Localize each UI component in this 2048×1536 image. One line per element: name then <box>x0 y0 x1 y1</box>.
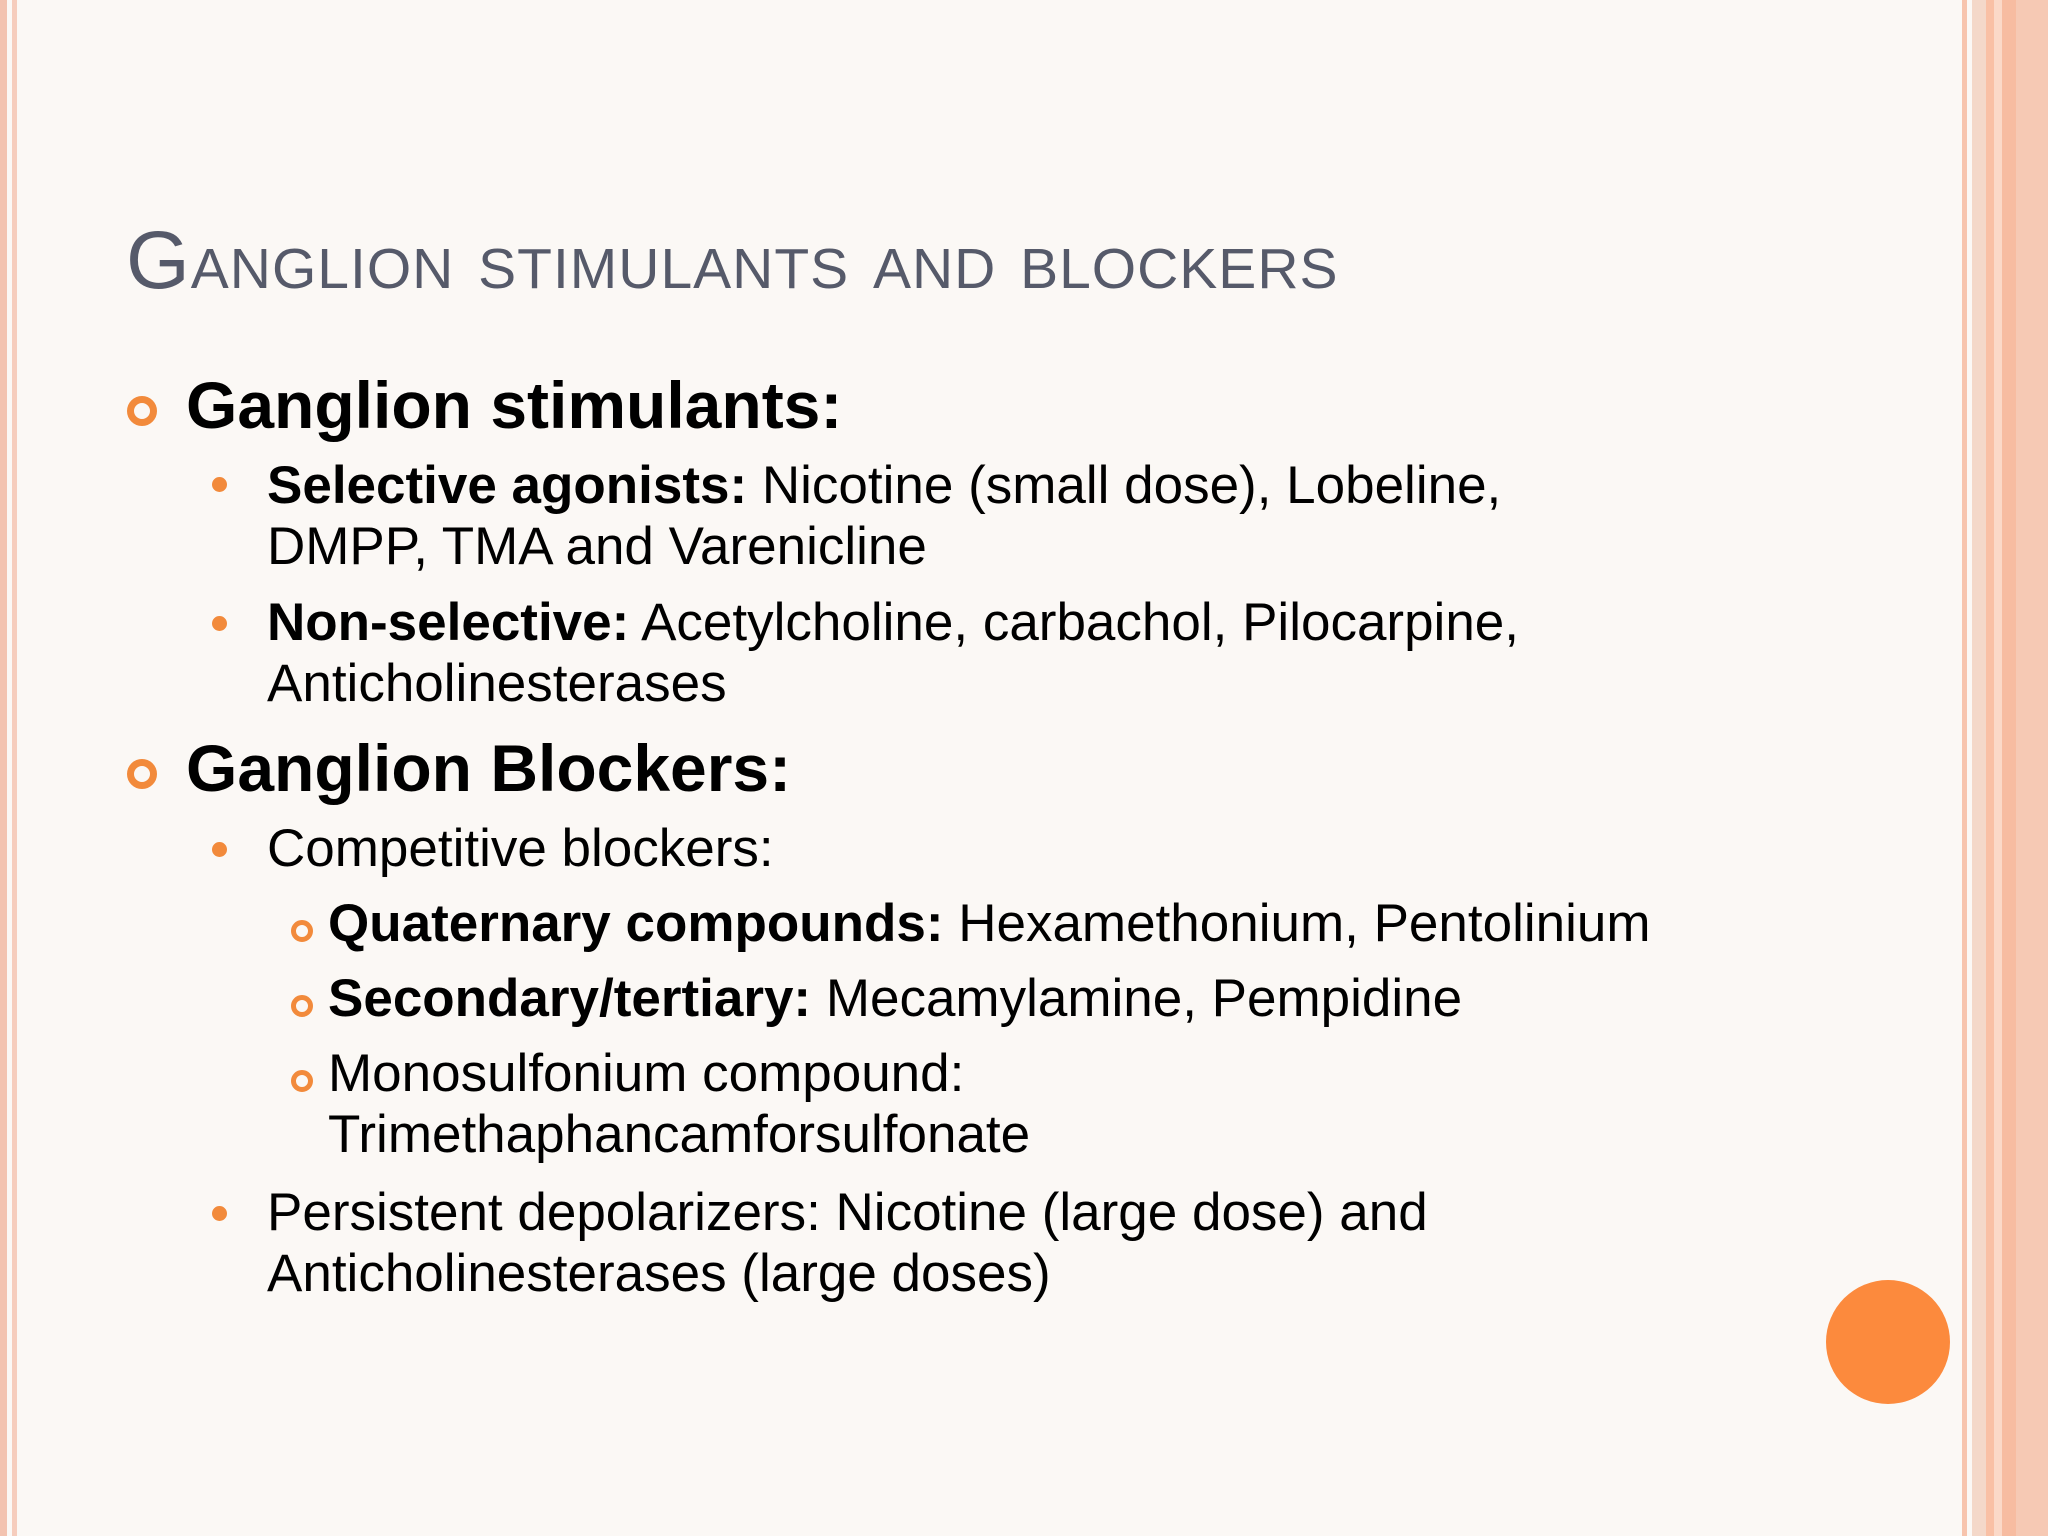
item-text: Mecamylamine, Pempidine <box>811 969 1463 1028</box>
list-item-competitive-blockers: Competitive blockers: <box>267 819 774 878</box>
dot-bullet-icon <box>212 477 227 492</box>
left-border-stripe-inner <box>12 0 17 1536</box>
list-item-quaternary <box>328 893 1651 954</box>
right-border-stripe <box>1972 0 1986 1536</box>
dot-bullet-icon <box>212 616 227 631</box>
right-border-stripe <box>1962 0 1967 1536</box>
stimulants-heading: Ganglion stimulants: <box>186 368 843 442</box>
dot-bullet-icon <box>212 842 227 857</box>
list-item-selective-agonists <box>267 455 1501 516</box>
list-item-persistent-depolarizers: Persistent depolarizers: Nicotine (large dose) and <box>267 1183 1428 1242</box>
right-border-stripe <box>1986 0 1994 1536</box>
list-item-continuation: Trimethaphancamforsulfonate <box>328 1105 1031 1164</box>
item-label: Secondary/tertiary: <box>328 969 812 1028</box>
ring-bullet-icon <box>291 1070 313 1092</box>
right-border-stripe <box>2002 0 2016 1536</box>
decorative-circle <box>1826 1280 1950 1404</box>
item-label: Non-selective: <box>267 593 630 652</box>
left-border-stripe <box>0 0 7 1536</box>
item-text: Nicotine (small dose), Lobeline, <box>747 456 1502 515</box>
item-label: Selective agonists: <box>267 456 748 515</box>
right-border-stripe <box>2016 0 2048 1536</box>
item-text: Acetylcholine, carbachol, Pilocarpine, <box>629 593 1519 652</box>
slide-title: Ganglion stimulants and blockers <box>126 215 1339 306</box>
ring-bullet-icon <box>127 759 157 789</box>
item-label: Quaternary compounds: <box>328 894 944 953</box>
ring-bullet-icon <box>291 920 313 942</box>
blockers-heading: Ganglion Blockers: <box>186 731 792 805</box>
list-item-non-selective <box>267 592 1519 653</box>
list-item-monosulfonium: Monosulfonium compound: <box>328 1044 965 1103</box>
ring-bullet-icon <box>291 995 313 1017</box>
right-border-stripe <box>1994 0 2002 1536</box>
ring-bullet-icon <box>127 396 157 426</box>
item-text: Hexamethonium, Pentolinium <box>943 894 1651 953</box>
list-item-continuation: DMPP, TMA and Varenicline <box>267 517 927 576</box>
list-item-secondary-tertiary <box>328 968 1462 1029</box>
list-item-continuation: Anticholinesterases (large doses) <box>267 1244 1051 1303</box>
list-item-continuation: Anticholinesterases <box>267 654 727 713</box>
dot-bullet-icon <box>212 1206 227 1221</box>
